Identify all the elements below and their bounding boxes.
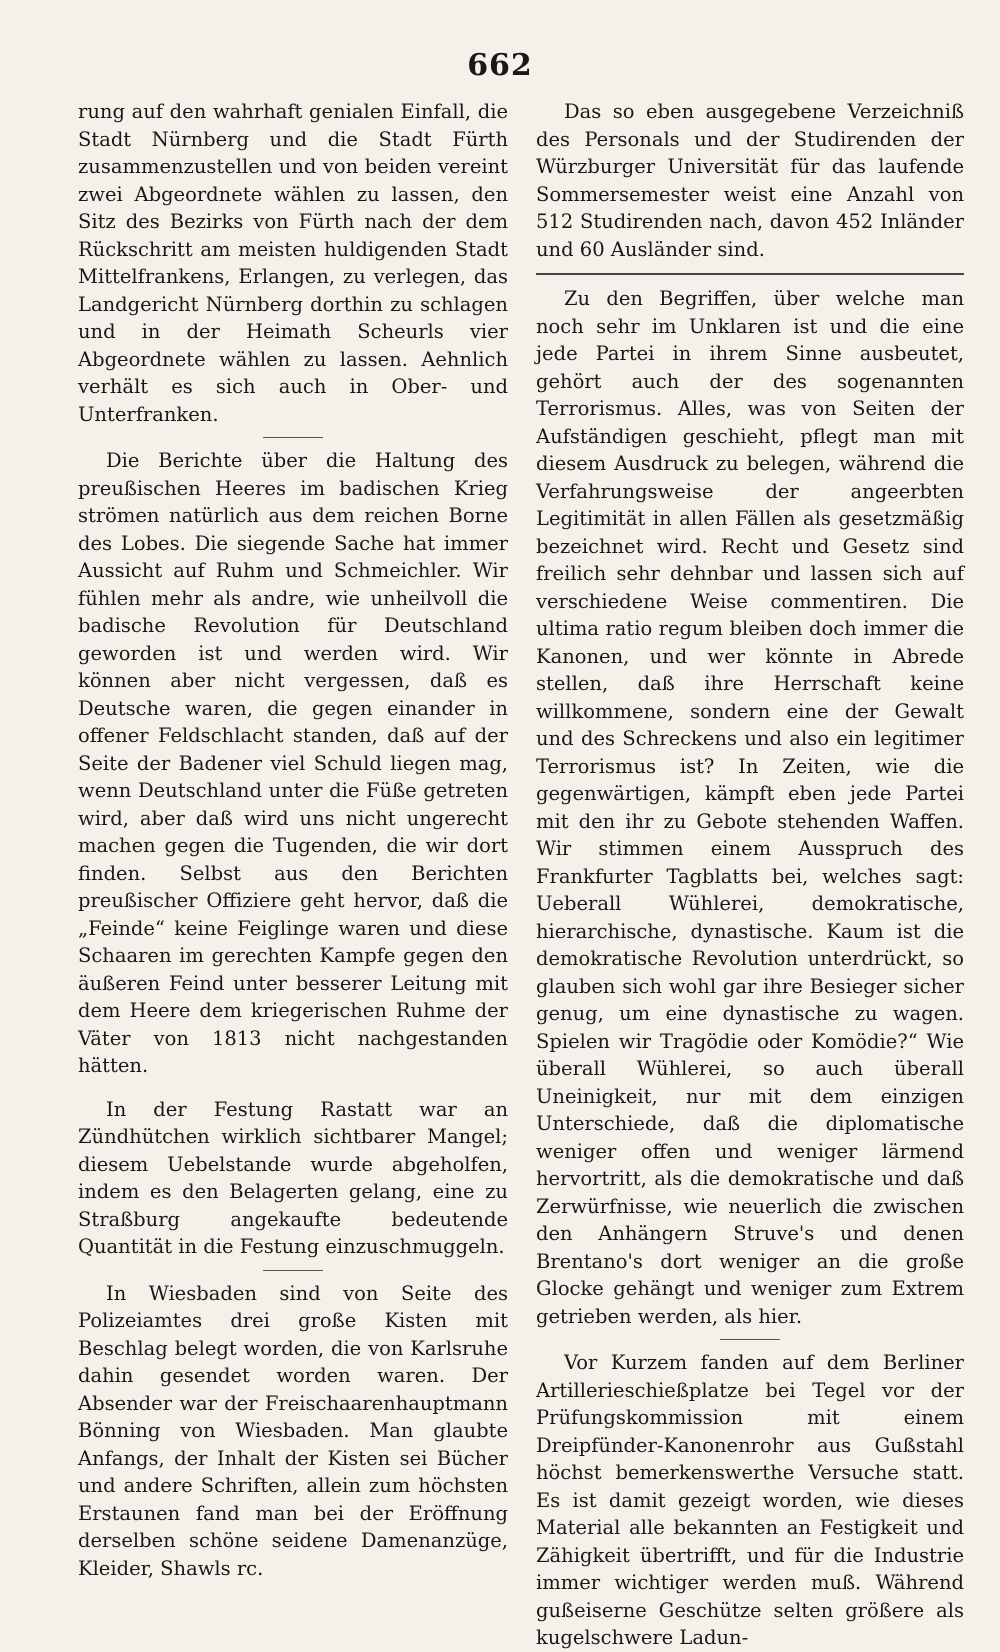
left-column: [78, 98, 508, 1582]
section-divider: [263, 437, 323, 438]
article-paragraph: In der Festung Rastatt war an Zündhütchen wirklich sichtbarer Mangel; diesem Uebelstande wurde abgeholfen, indem es den Belagerten gelang, eine zu Straßburg angekaufte bedeutende Quantität in die Festung einzuschmuggeln.: [78, 1097, 508, 1258]
section-divider: [263, 1270, 323, 1271]
page-number: 662: [467, 48, 533, 83]
article-paragraph: Die Berichte über die Haltung des preußischen Heeres im badischen Krieg strömen natürlich aus dem reichen Borne des Lobes. Die siegende Sache hat immer Aussicht auf Ruhm und Schmeichler. Wir fühlen mehr als andre, wie unheilvoll die badische Revolution für Deutschland geworden ist und werden wird. Wir können aber nicht vergessen, daß es Deutsche waren, die gegen einander in offener Feldschlacht standen, daß auf der Seite der Badener viel Schuld liegen mag, wenn Deutschland unter die Füße getreten wird, aber daß wird uns nicht ungerecht machen gegen die Tugenden, die wir dort finden. Selbst aus den Berichten preußischer Offiziere geht hervor, daß die „Feinde“ keine Feiglinge waren und diese Schaaren im gerechten Kampfe gegen den äußeren Feind unter besserer Leitung mit dem Heere dem kriegerischen Ruhme der Väter von 1813 nicht nachgestanden hätten.: [78, 449, 508, 1077]
section-divider: [720, 1339, 780, 1340]
article-paragraph: In Wiesbaden sind von Seite des Polizeiamtes drei große Kisten mit Beschlag belegt worden, die von Karlsruhe dahin gesendet worden waren. Der Absender war der Freischaarenhauptmann Bönning von Wiesbaden. Man glaubte Anfangs, der Inhalt der Kisten sei Bücher und andere Schriften, allein zum höchsten Erstaunen fand man bei der Eröffnung derselben schöne seidene Damenanzüge, Kleider, Shawls rc.: [78, 1281, 508, 1580]
right-column: [536, 98, 964, 1652]
article-paragraph: Zu den Begriffen, über welche man noch sehr im Unklaren ist und die eine jede Partei in ihrem Sinne ausbeutet, gehört auch der des sogenannten Terrorismus. Alles, was von Seiten der Aufständigen geschieht, pflegt man mit diesem Ausdruck zu belegen, während die Verfahrungsweise der angeerbten Legitimität in allen Fällen als gesetzmäßig bezeichnet wird. Recht und Gesetz sind freilich sehr dehnbar und lassen sich auf verschiedene Weise commentiren. Die ultima ratio regum bleiben doch immer die Kanonen, und wer könnte in Abrede stellen, daß ihre Herrschaft keine willkommene, sondern eine der Gewalt und des Schreckens und also ein legitimer Terrorismus ist? In Zeiten, wie die gegenwärtigen, kämpft eben jede Partei mit den ihr zu Gebote stehenden Waffen. Wir stimmen einem Ausspruch des Frankfurter Tagblatts bei, welches sagt: Ueberall Wühlerei, demokratische, hierarchische, dynastische. Kaum ist die demokratische Revolution unterdrückt, so glauben sich wohl gar ihre Besieger sicher genug, um eine dynastische zu wagen. Spielen wir Tragödie oder Komödie?“ Wie überall Wühlerei, so auch überall Uneinigkeit, nur mit dem einzigen Unterschiede, daß die diplomatische weniger offen und weniger lärmend hervortritt, als die demokratische und daß Zerwürfnisse, wie neuerlich die zwischen den Anhängern Struve's und denen Brentano's dort weniger an die große Glocke gehängt und weniger zum Extrem getrieben werden, als hier.: [536, 287, 964, 1328]
article-paragraph: Vor Kurzem fanden auf dem Berliner Artillerieschießplatze bei Tegel vor der Prüfungskommission mit einem Dreipfünder-Kanonenrohr aus Gußstahl höchst bemerkenswerthe Versuche statt. Es ist damit gezeigt worden, wie dieses Material alle bekannten an Festigkeit und Zähigkeit übertrifft, und für die Industrie immer wichtiger werden muß. Während gußeiserne Geschütze selten größere als kugelschwere Ladun-: [536, 1351, 964, 1649]
article-paragraph: Das so eben ausgegebene Verzeichniß des Personals und der Studirenden der Würzburger Universität für das laufende Sommersemester weist eine Anzahl von 512 Studirenden nach, davon 452 Inländer und 60 Ausländer sind.: [536, 100, 964, 261]
article-paragraph: rung auf den wahrhaft genialen Einfall, die Stadt Nürnberg und die Stadt Fürth zusammenzustellen und von beiden vereint zwei Abgeordnete wählen zu lassen, den Sitz des Bezirks von Fürth nach der dem Rückschritt am meisten huldigenden Stadt Mittelfrankens, Erlangen, zu verlegen, das Landgericht Nürnberg dorthin zu schlagen und in der Heimath Scheurls vier Abgeordnete wählen zu lassen. Aehnlich verhält es sich auch in Ober- und Unterfranken.: [78, 100, 508, 426]
section-divider: [536, 273, 964, 275]
